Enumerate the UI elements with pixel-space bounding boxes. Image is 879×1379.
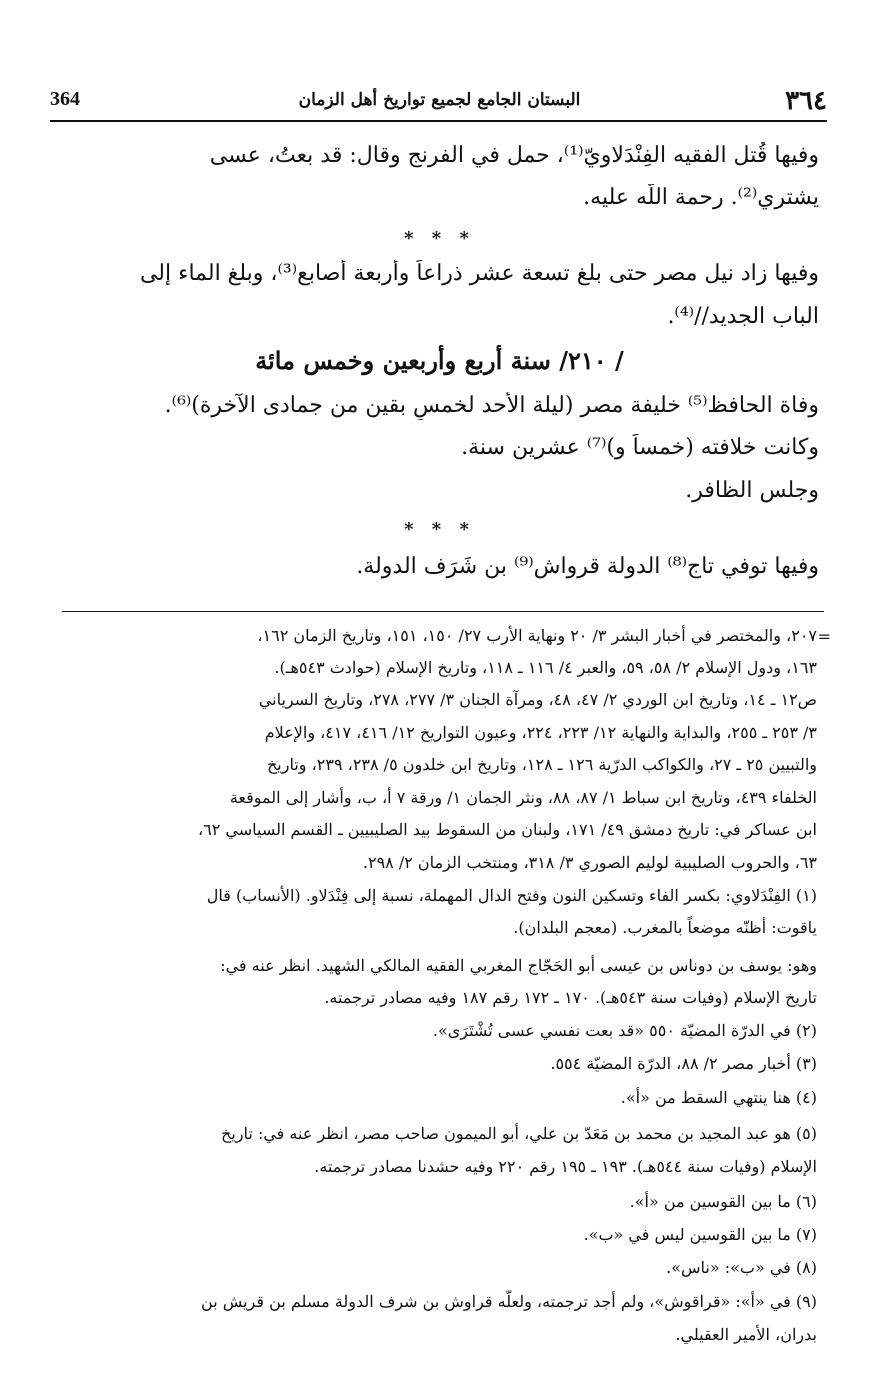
body-line: الباب الجديد//⁽⁴⁾. [667,304,819,329]
section-separator-stars: * * * [404,519,475,540]
footnote-line: والتبيين ٢٥ ـ ٢٧، والكواكب الدرّية ١٢٦ ـ ١٢٨، وتاريخ ابن خلدون ٥/ ٢٣٨، ٢٣٩، وتاريخ [266,755,817,774]
footnote-line: (٥) هو عبد المجيد بن محمد بن مَعَدّ بن علي، أبو الميمون صاحب مصر، انظر عنه في: تاريخ [221,1124,817,1143]
page-number-arabic: ٣٦٤ [785,86,827,116]
year-section-heading: / ٢١٠/ سنة أربع وأربعين وخمس مائة [255,346,624,375]
footnote-line: ياقوت: أظنّه موضعاً بالمغرب. (معجم البلدان). [513,918,817,937]
footnote-line: بدران، الأمير العقيلي. [675,1325,817,1344]
body-line: يشتري⁽²⁾. رحمة اللّه عليه. [583,185,819,210]
body-line: وكانت خلافته (خمساً و)⁽⁷⁾ عشرين سنة. [461,435,819,460]
section-separator-stars: * * * [404,228,475,249]
footnote-line: (٩) في «أ»: «قراقوش»، ولم أجد ترجمته، ولعلّه قراوش بن شرف الدولة مسلم بن قريش بن [201,1292,817,1311]
running-title: البستان الجامع لجميع تواريخ أهل الزمان [298,90,581,110]
body-line: وفيها قُتل الفقيه الفِنْدَلاويّ⁽¹⁾، حمل في الفرنج وقال: قد بعتُ، عسى [209,143,819,168]
body-line: وجلس الظافر. [685,478,819,503]
footnote-line: (٢) في الدرّة المضيّة ٥٥٠ «قد بعت نفسي عسى تُشْتَرَى». [432,1021,817,1040]
footnote-line: ٢٠٧، والمختصر في أخبار البشر ٣/ ٢٠ ونهاية الأرب ٢٧/ ١٥٠، ١٥١، وتاريخ الزمان ١٦٢، [257,626,817,645]
body-line: وفاة الحافظ⁽⁵⁾ خليفة مصر (ليلة الأحد لخمسٍ بقين من جمادى الآخرة)⁽⁶⁾. [164,393,819,418]
footnote-line: تاريخ الإسلام (وفيات سنة ٥٤٣هـ). ١٧٠ ـ ١٧٢ رقم ١٨٧ وفيه مصادر ترجمته. [324,988,817,1007]
footnote-line: ابن عساكر في: تاريخ دمشق ٤٩/ ١٧١، ولبنان من السقوط بيد الصليبيين ـ القسم السياسي ٦٢، [197,820,817,839]
body-line: وفيها زاد نيل مصر حتى بلغ تسعة عشر ذراعاً وأربعة أصابع⁽³⁾، وبلغ الماء إلى [139,261,819,286]
footnote-line: ص١٢ ـ ١٤، وتاريخ ابن الوردي ٢/ ٤٧، ٤٨، ومرآة الجنان ٣/ ٢٧٧، ٢٧٨، وتاريخ السرياني [258,690,817,709]
header-rule [50,120,827,122]
footnote-line: (٣) أخبار مصر ٢/ ٨٨، الدرّة المضيّة ٥٥٤. [550,1054,817,1073]
footnote-line: الإسلام (وفيات سنة ٥٤٤هـ). ١٩٣ ـ ١٩٥ رقم ٢٢٠ وفيه حشدنا مصادر ترجمته. [314,1157,817,1176]
footnote-line: (٨) في «ب»: «ناس». [666,1258,817,1277]
footnote-line: (٤) هنا ينتهي السقط من «أ». [620,1088,817,1107]
footnote-line: الخلفاء ٤٣٩، وتاريخ ابن سباط ١/ ٨٧، ٨٨، ونثر الجمان ١/ ورقة ٧ أ، ب، وأشار إلى الموقعة [229,788,817,807]
footnote-continuation-marker: = [817,627,831,646]
footnote-line: ٣/ ٢٥٣ ـ ٢٥٥، والبداية والنهاية ١٢/ ٢٢٣، ٢٢٤، وعيون التواريخ ١٢/ ٤١٦، ٤١٧، والإعلام [264,723,817,742]
footnote-line: وهو: يوسف بن دوناس بن عيسى أبو الحَجّاج المغربي الفقيه المالكي الشهيد. انظر عنه في: [220,956,817,975]
footnote-line: (١) الفِنْدَلاوي: بكسر الفاء وتسكين النون وفتح الدال المهملة، نسبة إلى فِنْدَلاو. (الأنساب) قال [206,886,817,905]
footnote-line: (٧) ما بين القوسين ليس في «ب». [583,1225,817,1244]
body-line: وفيها توفي تاج⁽⁸⁾ الدولة قرواش⁽⁹⁾ بن شَرَف الدولة. [356,554,819,579]
footnote-line: (٦) ما بين القوسين من «أ». [629,1192,817,1211]
page-number-latin: 364 [50,88,80,110]
footnote-line: ٦٣، والحروب الصليبية لوليم الصوري ٣/ ٣١٨، ومنتخب الزمان ٢/ ٢٩٨. [362,853,817,872]
footnote-line: ١٦٣، ودول الإسلام ٢/ ٥٨، ٥٩، والعبر ٤/ ١١٦ ـ ١١٨، وتاريخ الإسلام (حوادث ٥٤٣هـ). [274,658,817,677]
footnote-rule [62,611,824,612]
